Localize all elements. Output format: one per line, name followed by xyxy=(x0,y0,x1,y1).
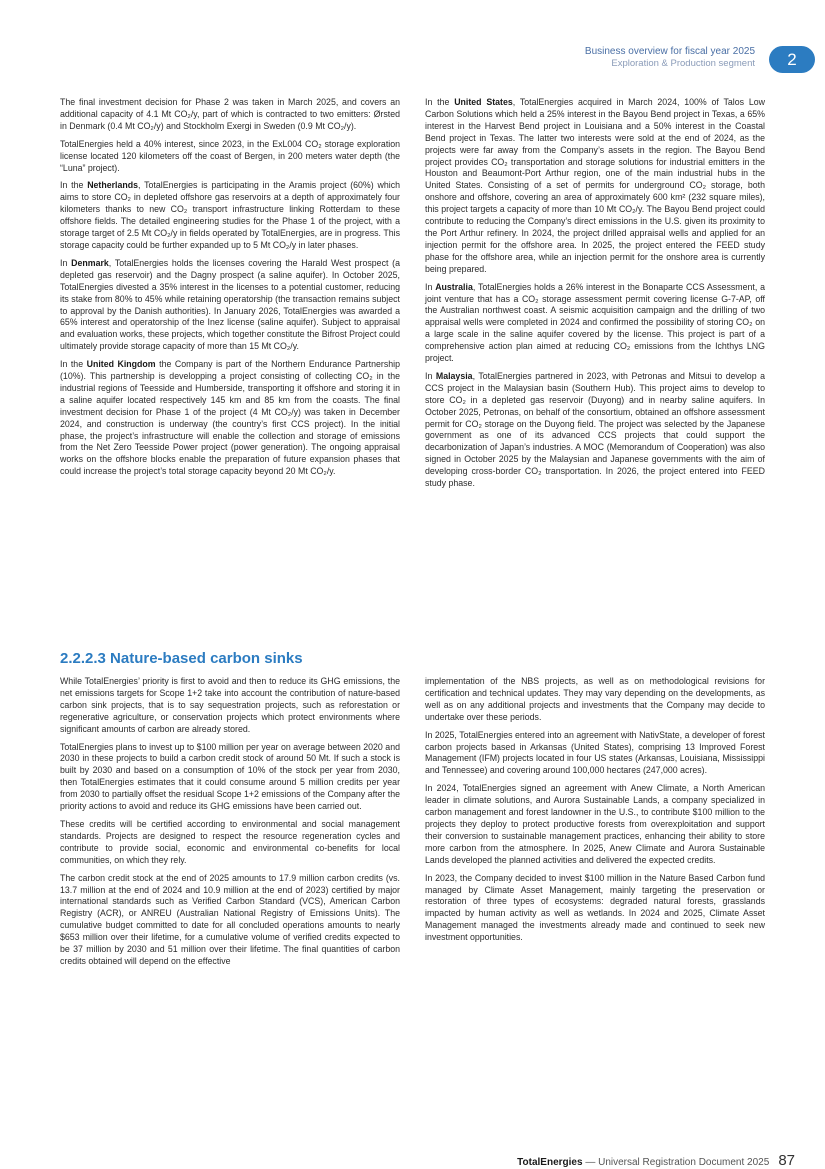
paragraph: In 2023, the Company decided to invest $100 million in the Nature Based Carbon fund managed by Climate Asset Management, mainly targeting the preservation or restoration of three types of ecosystems: degraded natural forests, grasslands impacted by human activity as well as wetlands. In 2024 and 2025, Climate Asset Management managed the investments already made and continued to seek new investment opportunities. xyxy=(425,872,765,943)
paragraph: In 2025, TotalEnergies entered into an agreement with NativState, a developer of forest carbon projects based in Arkansas (United States), comprising 13 Improved Forest Management (IFM) projects located in four US states (Arkansas, Louisiana, Mississippi and Tennessee) and covering around 100,000 hectares (247,000 acres). xyxy=(425,729,765,776)
column-top-right xyxy=(425,97,765,496)
header-title: Business overview for fiscal year 2025 xyxy=(584,46,755,57)
paragraph: The carbon credit stock at the end of 2025 amounts to 17.9 million carbon credits (vs. 13.7 million at the end of 2024 and 10.9 million at the end of 2023) certified by major international standards such as Verified Carbon Standard (VCS), American Carbon Registry (ACR), or ANREU (Australian National Registry of Emissions Units). The cumulative budget committed to date for all concluded operations amounts to nearly $653 million over their lifetime, for a cumulative volume of verified credits expected to be 37 million by 2030 and 51 million over their lifetime. The final quantities of carbon credits obtained will depend on the effective xyxy=(60,872,400,966)
page-number: 87 xyxy=(778,1152,795,1169)
country-heading: Denmark xyxy=(71,257,109,268)
footer-brand: TotalEnergies xyxy=(517,1157,583,1168)
paragraph: The final investment decision for Phase 2 was taken in March 2025, and covers an additional capacity of 4.1 Mt CO₂/y, part of which is contracted to two emitters: Ørsted in Denmark (0.4 Mt CO₂/y) and Stockholm Exergi in Sweden (0.9 Mt CO₂/y). xyxy=(60,97,400,131)
paragraph: In Denmark, TotalEnergies holds the licenses covering the Harald West prospect (a depleted gas reservoir) and the Dagny prospect (a saline aquifer). In October 2025, TotalEnergies divested a 35% interest in the licenses to a potential customer, reducing its stake from 80% to 45% while retaining operatorship (the transaction remains subject to approval by the Danish authorities). In January 2026, TotalEnergies was awarded a 65% interest and operatorship of the Inez license (saline aquifer). Subject to appraisal and evaluation works, these projects, which together constitute the Bifrost Project could ultimately provide storage capacity of more than 15 Mt CO₂/y. xyxy=(60,257,401,352)
column-bottom-left xyxy=(60,676,400,974)
header-subtitle: Exploration & Production segment xyxy=(611,58,755,69)
country-heading: United Kingdom xyxy=(86,359,156,370)
paragraph: In Malaysia, TotalEnergies partnered in 2023, with Petronas and Mitsui to develop a CCS project in the Malaysian basin (Southern Hub). This project aims to develop to store CO₂ in a depleted gas reservoir (Duyong) and in nearby saline aquifers. In October 2025, Petronas, on behalf of the consortium, obtained an offshore assessment permit for CO₂ storage on the Duyong field. The project was selected by the Japanese government as one of its advanced CCS projects that could support the decarbonization of Japan’s industries. A MOC (Memorandum of Cooperation) was also signed in October 2025 by the Malaysian and Japanese governments with the aim of developing cross-border CO₂ transportation. In 2026, the project entered into FEED study phase. xyxy=(425,370,765,489)
footer-doc-title: — Universal Registration Document 2025 xyxy=(582,1157,770,1168)
chapter-badge: 2 xyxy=(769,46,815,73)
country-heading: Malaysia xyxy=(435,370,473,381)
section-title: 2.2.2.3 Nature-based carbon sinks xyxy=(60,650,303,667)
paragraph: In 2024, TotalEnergies signed an agreement with Anew Climate, a North American leader in climate solutions, and Aurora Sustainable Lands, a company specialized in carbon management and forest landowner in the U.S., to contribute $100 million to the projects they deploy to protect productive forests from overexploitation and support their conversion to sustainable management practices, enhancing their ability to store more carbon from the atmosphere. In 2025, Anew Climate and Aurora Sustainable Lands developed the planned activities and delivered the expected credits. xyxy=(425,783,765,865)
paragraph: In the United States, TotalEnergies acquired in March 2024, 100% of Talos Low Carbon Solutions which held a 25% interest in the Bayou Bend project in Texas, a 65% interest in the Harvest Bend project in Louisiana and a 50% interest in the Coastal Bend project in Texas. The latter two interests were sold at the end of 2024, as the projects were far away from the Company’s assets in the region. The Bayou Bend project provides CO₂ transportation and storage solutions for industrial emitters in the Houston and Beaumont-Port Arthur region, one of the main industrial hubs in the United States. Consisting of a set of permits for underground CO₂ storage, both onshore and offshore, covering an area of approximately 600 km² (232 square miles), this project targets a capacity of more than 10 Mt CO₂/y. The Bayou Bend project could contribute to reducing the Company’s direct emissions in the U.S. given its proximity to the Port Arthur refinery. In 2024, the project drilled appraisal wells and applied for an injection permit for the offshore area. In 2025, the project entered the FEED study phase for the offshore area, while an injection permit for the onshore area is currently being prepared. xyxy=(425,97,765,274)
paragraph: In Australia, TotalEnergies holds a 26% interest in the Bonaparte CCS Assessment, a joint venture that has a CO₂ storage assessment permit covering license G-7-AP, off the Australian northwest coast. A seismic acquisition campaign and the drilling of two appraisal wells were completed in 2024 and confirmed the possibility of storing CO₂ on a large scale in the saline aquifer covered by the license. This project is part of a comprehensive action plan aimed at reducing CO₂ emissions from the Ichthys LNG project. xyxy=(425,281,766,364)
column-top-left xyxy=(60,97,400,484)
paragraph: implementation of the NBS projects, as well as on methodological revisions for certification and technical updates. They may vary depending on the developments, as well as on any additional projects and investments that the Company may decide to undertake over these periods. xyxy=(425,676,765,722)
column-bottom-right xyxy=(425,676,765,950)
paragraph: In the United Kingdom the Company is part of the Northern Endurance Partnership (10%). This partnership is developping a project consisting of collecting CO₂ in the industrial regions of Teesside and Humberside, transporting it offshore and storing it in a saline aquifer located respectively 145 km and 85 km from the coasts. The final investment decision for Phase 1 of the project (4 Mt CO₂/y) was taken in December 2024, and construction is underway (the country’s first CCS project). In the initial phase, the project’s infrastructure will enable the collection and storage of emissions from the Net Zero Teesside Power project (power generation). The ongoing appraisal works on the offshore blocks enable the preparation of future expansion phases that could increase the project’s total storage capacity beyond 20 Mt CO₂/y. xyxy=(60,359,400,477)
paragraph: TotalEnergies plans to invest up to $100 million per year on average between 2020 and 2030 in these projects to build a carbon credit stock of around 50 Mt. If such a stock is built by 2030 and based on a consumption of 10% of the stock per year from 2030, then TotalEnergies estimates that it could consume around 5 million credits per year from 2030 to partially offset the residual Scope 1+2 emissions of the Company after the priority actions to avoid and reduce its GHG emissions have been carried out. xyxy=(60,741,400,812)
paragraph: While TotalEnergies’ priority is first to avoid and then to reduce its GHG emissions, the net emissions targets for Scope 1+2 take into account the contribution of nature-based carbon sink projects, that is to say sequestration projects, such as reforestation or regenerative agriculture, or conservation projects which protect environments where significant amounts of carbon are already stored. xyxy=(60,676,400,734)
country-heading: Australia xyxy=(435,281,473,292)
paragraph: TotalEnergies held a 40% interest, since 2023, in the ExL004 CO₂ storage exploration license located 120 kilometers off the coast of Bergen, in 200 meters water depth (the “Luna” project). xyxy=(60,138,400,173)
page-footer xyxy=(517,1152,795,1169)
page-header xyxy=(585,46,755,69)
paragraph: In the Netherlands, TotalEnergies is participating in the Aramis project (60%) which aims to store CO₂ in depleted offshore gas reservoirs at a depth of approximately four kilometers thanks to new CO₂ transport infrastructure linking Rotterdam to these offshore fields. The detailed engineering studies for the Phase 1 of the project, with a storage target of 2.5 Mt CO₂/y in fields operated by TotalEnergies, are in progress. This storage capacity could be further expanded up to 5 Mt CO₂/y in later phases. xyxy=(60,180,400,250)
country-heading: Netherlands xyxy=(87,180,139,191)
paragraph: These credits will be certified according to environmental and social management standards. Projects are designed to respect the resource regeneration cycles and contribute to provide social, economic and environmental co-benefits for local communities, on which they rely. xyxy=(60,818,400,865)
country-heading: United States xyxy=(454,97,513,107)
